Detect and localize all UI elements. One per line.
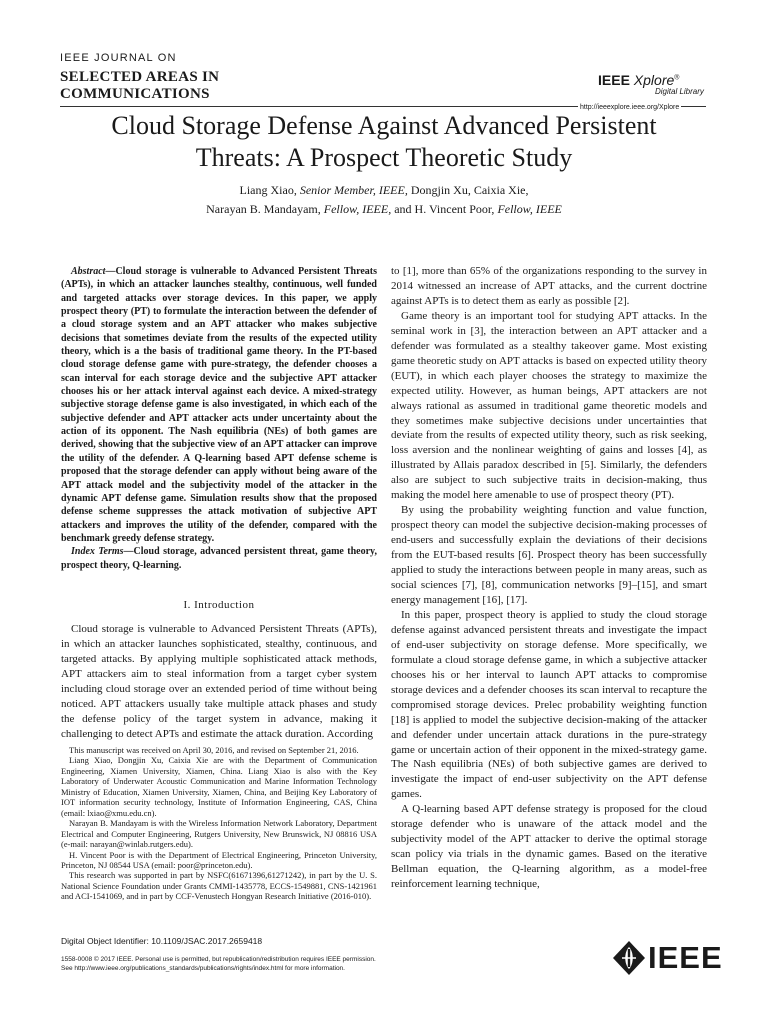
ieee-logo-text: IEEE [648, 940, 723, 975]
author-list: Liang Xiao, Senior Member, IEEE, Dongjin Xu, Caixia Xie, Narayan B. Mandayam, Fellow, IEEE, and H. Vincent Poor, Fellow, IEEE [206, 183, 562, 216]
footnote: H. Vincent Poor is with the Department of Electrical Engineering, Princeton University, Princeton, NJ 08544 USA (email: poor@princeton.edu). [61, 849, 377, 870]
left-column [61, 265, 377, 741]
journal-name [60, 69, 219, 103]
footnotes [61, 745, 377, 902]
abstract: Abstract—Cloud storage is vulnerable to Advanced Persistent Threats (APTs), in which an attacker launches stealthy, continuous, well funded and targeted attacks over storage devices. In this paper, we apply prospect theory (PT) to formulate the interaction between the defender of a cloud storage system and an APT attacker who makes subjective decisions that sometimes deviate from the results of the expected utility theory, which is a the basis of traditional game theory. In the PT-based cloud storage defense game with pure-strategy, the defender chooses a scan interval for each storage device and the subjective APT attacker chooses his or her attack interval against each device. A mixed-strategy subjective storage defense game is also investigated, in which each of the subjective defender and APT attacker acts under uncertainty about the action of its opponent. The Nash equilibria (NEs) of both games are derived, showing that the subjective view of an APT attacker can improve the utility of the defender. A Q-learning based APT defense scheme is proposed that the storage defender can apply without being aware of the APT attack model and the subjectivity model of the attacker in the dynamic APT defense game. Simulation results show that the proposed defense scheme suppresses the attack motivation of subjective APT attackers and improves the utility of the defender, compared with the benchmark greedy defense strategy. [61, 266, 377, 544]
ieee-diamond-icon [612, 940, 646, 976]
paper-title: Cloud Storage Defense Against Advanced Persistent Threats: A Prospect Theoretic Study [111, 111, 657, 172]
body-paragraph: Cloud storage is vulnerable to Advanced Persistent Threats (APTs), in which an attacker launches sophisticated, stealthy, continuous, and targeted attacks. By applying multiple sophisticated attack methods, APT attackers aim to steal information from a target cyber system including cloud storage over an extended period of time without being noticed. APT attackers usually take multiple attack phases and study the defense policy of the target system in advance, making it challenging to detect APTs and estimate the attack duration. According [61, 622, 377, 740]
body-paragraph: to [1], more than 65% of the organizations responding to the survey in 2014 witnessed an increase of APT attacks, and the current doctrine against APTs is to detect them as early as possible [2]. [391, 265, 707, 307]
footnote: This manuscript was received on April 30, 2016, and revised on September 21, 2016. [69, 745, 359, 755]
body-paragraph: Game theory is an important tool for studying APT attacks. In the seminal work in [3], the interaction between an APT attacker and a defender was formulated as a stealthy takeover game. Most existing game theoretic study on APT attacks is based on expected utility theory (EUT), in which each player chooses the strategy to maximize the expected utility. However, as human beings, APT attackers are not always rational as assumed in traditional game theoretic models and they sometimes make subjective decisions under uncertainties that deviate from the results of expected utility theory, such as risk seeking, loss aversion and the nonlinear weighting of gains and losses [4], as illustrated by Allais paradox described in [5]. Similarly, the defenders also are subject to such subjective traits in decision-making, thus making the model here amenable to use of prospect theory (PT). [391, 309, 707, 502]
journal-name-line3: COMMUNICATIONS [60, 86, 210, 102]
journal-name-line2: SELECTED AREAS IN [60, 69, 220, 85]
body-paragraph: A Q-learning based APT defense strategy is proposed for the cloud storage defender who is unaware of the attack model and the subjectivity model of the APT attacker to derive the optimal storage scan policy via trials in the dynamic games. Based on the iterative Bellman equation, the Q-learning algorithm, as a model-free reinforcement learning technique, [391, 803, 707, 891]
journal-name-line1: IEEE JOURNAL ON [60, 52, 177, 64]
section-heading: I. Introduction [183, 598, 255, 611]
footnote: Liang Xiao, Dongjin Xu, Caixia Xie are with the Department of Communication Engineering, Xiamen University, Xiamen, China. Liang Xiao is also with the Key Laboratory of Underwater Acoustic Communication and Marine Information Technology Ministry of Education, Xiamen University, Xiamen, China, and Beijing Key Laboratory of IOT information security technology, Institute of Information Engineering, CAS, China (email: lxiao@xmu.edu.cn). [61, 755, 377, 818]
body-paragraph: In this paper, prospect theory is applied to study the cloud storage defense against advanced persistent threats and investigate the impact of end-user subjectivity on storage defense. More specifically, we formulate a cloud storage defense game, in which a subjective attacker chooses his or her interval to launch APT attacks to compromise storage devices and a defender chooses its scan interval to recapture the compromised storage devices. Prelec probability weighting function [18] is applied to model the subjective decision-making of the attacker and defender under uncertain attack durations in the pure-strategy game or uncertain action of their opponent in the mixed-strategy game. The Nash equilibria (NEs) of both subjective games are derived to investigate the impact of end-user subjectivity on the APT defense games. [391, 608, 707, 801]
body-paragraph: By using the probability weighting function and value function, prospect theory can model the subjective decision-making processes of end-users and successfully explain the deviations of their decisions from the EUT-based results [6]. Prospect theory has been successfully applied to study the interactions between people in many areas, such as social sciences [7], [8], communication networks [9]–[15], and smart energy management [16], [17]. [391, 504, 707, 606]
doi[interactable]: Digital Object Identifier: 10.1109/JSAC.2017.2659418 [61, 936, 263, 946]
digital-library-label: Digital Library [655, 87, 704, 96]
right-column [391, 264, 707, 892]
ieee-xplore-logo: IEEE Xplore® [598, 72, 680, 88]
index-terms: Index Terms—Cloud storage, advanced persistent threat, game theory, prospect theory, Q-learning. [61, 546, 377, 571]
footnote: Narayan B. Mandayam is with the Wireless Information Network Laboratory, Department Electrical and Computer Engineering, Rutgers University, New Brunswick, NJ 08816 USA (e-mail: narayan@winlab.rutgers.edu). [61, 818, 377, 850]
footnote: This research was supported in part by NSFC(61671396,61271242), in part by the U. S. National Science Foundation under Grants CMMI-1435778, ECCS-1549881, CNS-1421961 and ACI-1541069, and in part by CCF-Venustech Hongyan Research Initiative (2016-010). [61, 870, 377, 902]
xplore-url[interactable]: http://ieeexplore.ieee.org/Xplore [580, 104, 680, 111]
copyright-notice: 1558-0008 © 2017 IEEE. Personal use is permitted, but republication/redistribution requires IEEE permission. See http://www.ieee.org/publications_standards/publications/rights/index.html for more information. [61, 956, 376, 972]
